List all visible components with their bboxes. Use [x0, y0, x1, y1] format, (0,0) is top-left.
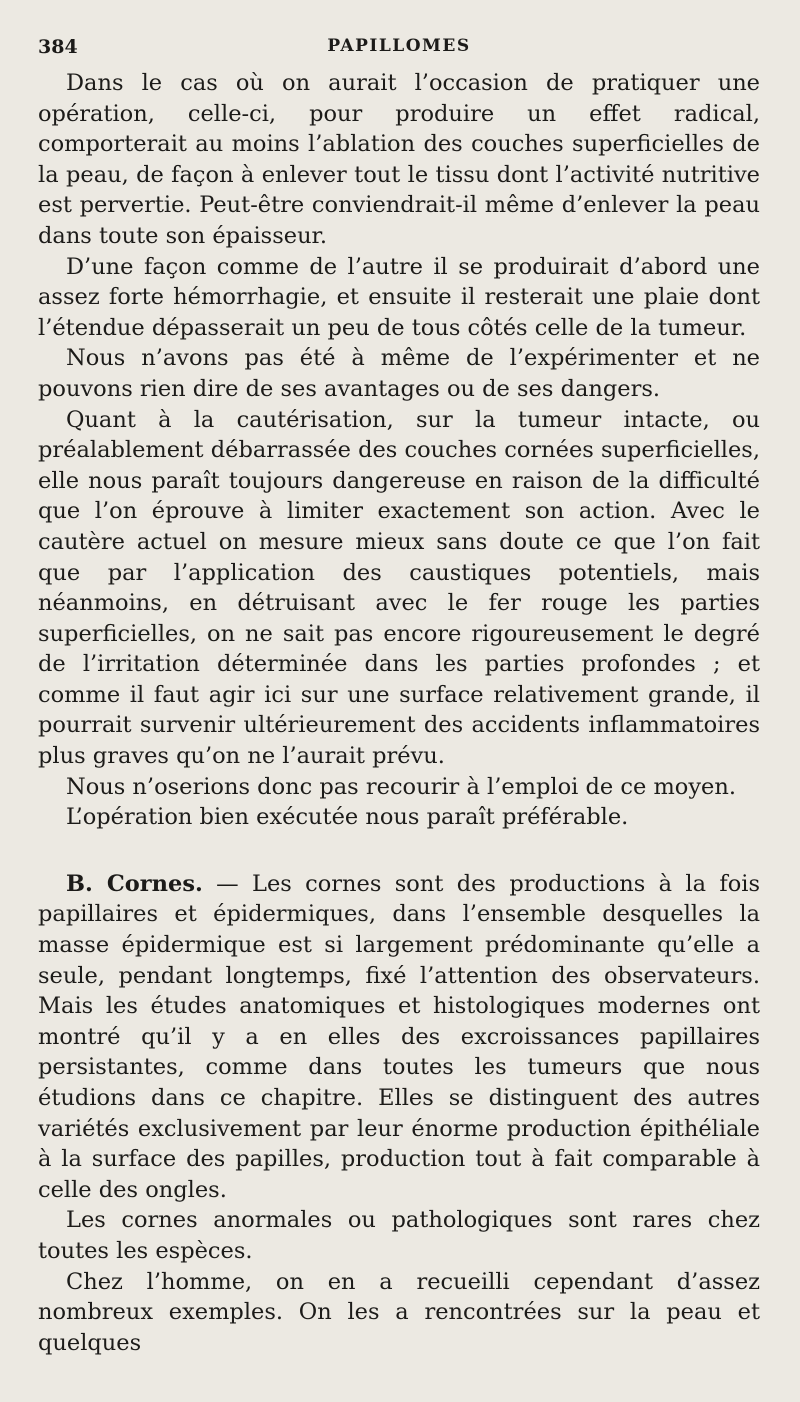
paragraph-human-cases: Chez l’homme, on en a recueilli cependant d’assez nombreux exemples. On les a rencontrées sur la peau et quelques: [38, 1268, 760, 1356]
page-header: [38, 28, 760, 60]
paragraph-cauterization: Quant à la cautérisation, sur la tumeur intacte, ou préalablement débarrassée des couches cornées superficielles, elle nous paraît toujours dangereuse en raison de la difficulté que l’on éprouve à limiter exactement son action. Avec le cautère actuel on mesure mieux sans doute ce que l’on fait que par l’application des caustiques potentiels, mais néanmoins, en détruisant avec le fer rouge les parties superficielles, on ne sait pas encore rigoureusement le degré de l’irritation déterminée dans les parties profondes ; et comme il faut agir ici sur une surface relativement grande, il pourrait survenir ultérieurement des accidents inflammatoires plus graves qu’on ne l’aurait prévu.: [38, 406, 761, 770]
running-title: PAPILLOMES: [327, 36, 471, 56]
section-heading: B. Cornes.: [66, 870, 203, 897]
paragraph-operation: Dans le cas où on aurait l’occasion de pratiquer une opération, celle-ci, pour produire un effet radical, comporterait au moins l’ablation des couches superficielles de la peau, de façon à enlever tout le tissu dont l’activité nutritive est pervertie. Peut-être conviendrait-il même d’enlever la peau dans toute son épaisseur.: [38, 70, 760, 249]
page-number: 384: [38, 36, 78, 58]
paragraph-conclusion: Nous n’oserions donc pas recourir à l’emploi de ce moyen.: [66, 773, 736, 800]
section-cornes: [38, 869, 760, 1206]
paragraph-experiment: Nous n’avons pas été à même de l’expérimenter et ne pouvons rien dire de ses avantages ou de ses dangers.: [38, 345, 760, 402]
paragraph-hemorrhage: D’une façon comme de l’autre il se produirait d’abord une assez forte hémorrhagie, et ensuite il resterait une plaie dont l’étendue dépasserait un peu de tous côtés celle de la tumeur.: [38, 253, 760, 341]
paragraph-rarity: Les cornes anormales ou pathologiques sont rares chez toutes les espèces.: [38, 1207, 760, 1264]
body-text: [38, 68, 760, 1358]
paragraph-preference: L’opération bien exécutée nous paraît préférable.: [66, 804, 629, 831]
section-text: — Les cornes sont des productions à la fois papillaires et épidermiques, dans l’ensemble desquelles la masse épidermique est si largement prédominante qu’elle a seule, pendant longtemps, fixé l’attention des observateurs. Mais les études anatomiques et histologiques modernes ont montré qu’il y a en elles des excroissances papillaires persistantes, comme dans toutes les tumeurs que nous étudions dans ce chapitre. Elles se distinguent des autres variétés exclusivement par leur énorme production épithéliale à la surface des papilles, production tout à fait comparable à celle des ongles.: [38, 870, 760, 1203]
